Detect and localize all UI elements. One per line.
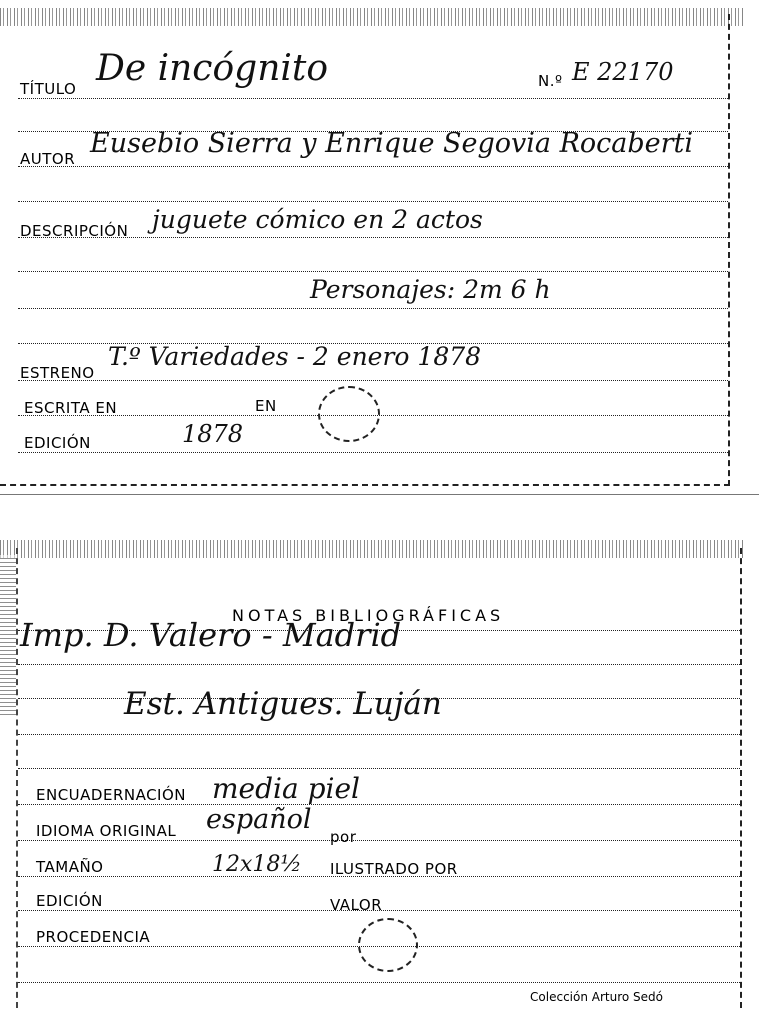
- rule-b5: [18, 768, 740, 769]
- rule-2: [18, 201, 728, 202]
- footer-collection: Colección Arturo Sedó: [530, 990, 663, 1004]
- label-estreno: ESTRENO: [20, 364, 95, 382]
- rule-b2: [18, 664, 740, 665]
- value-personajes: Personajes: 2m 6 h: [310, 275, 551, 304]
- stamp-circle-front: [318, 386, 380, 442]
- label-en: EN: [255, 397, 277, 415]
- value-edicion: 1878: [182, 420, 244, 448]
- value-estante: Est. Antigues. Luján: [124, 686, 442, 722]
- label-procedencia: PROCEDENCIA: [36, 928, 151, 946]
- label-edicion: EDICIÓN: [24, 434, 91, 452]
- value-descripcion: juguete cómico en 2 actos: [152, 205, 483, 234]
- value-numero: E 22170: [572, 58, 674, 86]
- value-imprenta: Imp. D. Valero - Madrid: [20, 616, 402, 654]
- scan-separator: [0, 494, 759, 495]
- rule-b4: [18, 734, 740, 735]
- rule-estreno: [18, 380, 728, 381]
- value-titulo: De incógnito: [96, 48, 329, 89]
- label-por: por: [330, 828, 357, 846]
- label-valor: VALOR: [330, 896, 383, 914]
- value-estreno: T.º Variedades - 2 enero 1878: [108, 342, 482, 371]
- rule-autor: [18, 166, 728, 167]
- value-tamano: 12x18½: [212, 852, 302, 877]
- rule-edicion: [18, 452, 728, 453]
- rule-idioma: [18, 840, 740, 841]
- label-tamano: TAMAÑO: [36, 858, 104, 876]
- value-autor: Eusebio Sierra y Enrique Segovia Rocaberti: [90, 128, 694, 159]
- label-descripcion: DESCRIPCIÓN: [20, 222, 129, 240]
- heading-notas: NOTAS BIBLIOGRÁFICAS: [232, 606, 505, 625]
- scan-noise-side: [0, 555, 16, 715]
- label-titulo: TÍTULO: [20, 80, 77, 98]
- rule-3: [18, 271, 728, 272]
- stamp-circle-back: [358, 918, 418, 972]
- label-escrita-en: ESCRITA EN: [24, 399, 118, 417]
- value-encuadernacion: media piel: [212, 772, 360, 805]
- rule-encuadernacion: [18, 804, 740, 805]
- value-idioma-original: español: [206, 804, 312, 835]
- rule-personajes: [18, 308, 728, 309]
- label-autor: AUTOR: [20, 150, 76, 168]
- rule-titulo: [18, 98, 728, 99]
- label-edicion-back: EDICIÓN: [36, 892, 103, 910]
- label-numero: N.º: [538, 72, 563, 90]
- label-idioma-original: IDIOMA ORIGINAL: [36, 822, 177, 840]
- label-ilustrado-por: ILUSTRADO POR: [330, 860, 458, 878]
- label-encuadernacion: ENCUADERNACIÓN: [36, 786, 187, 804]
- rule-b-last: [18, 982, 740, 983]
